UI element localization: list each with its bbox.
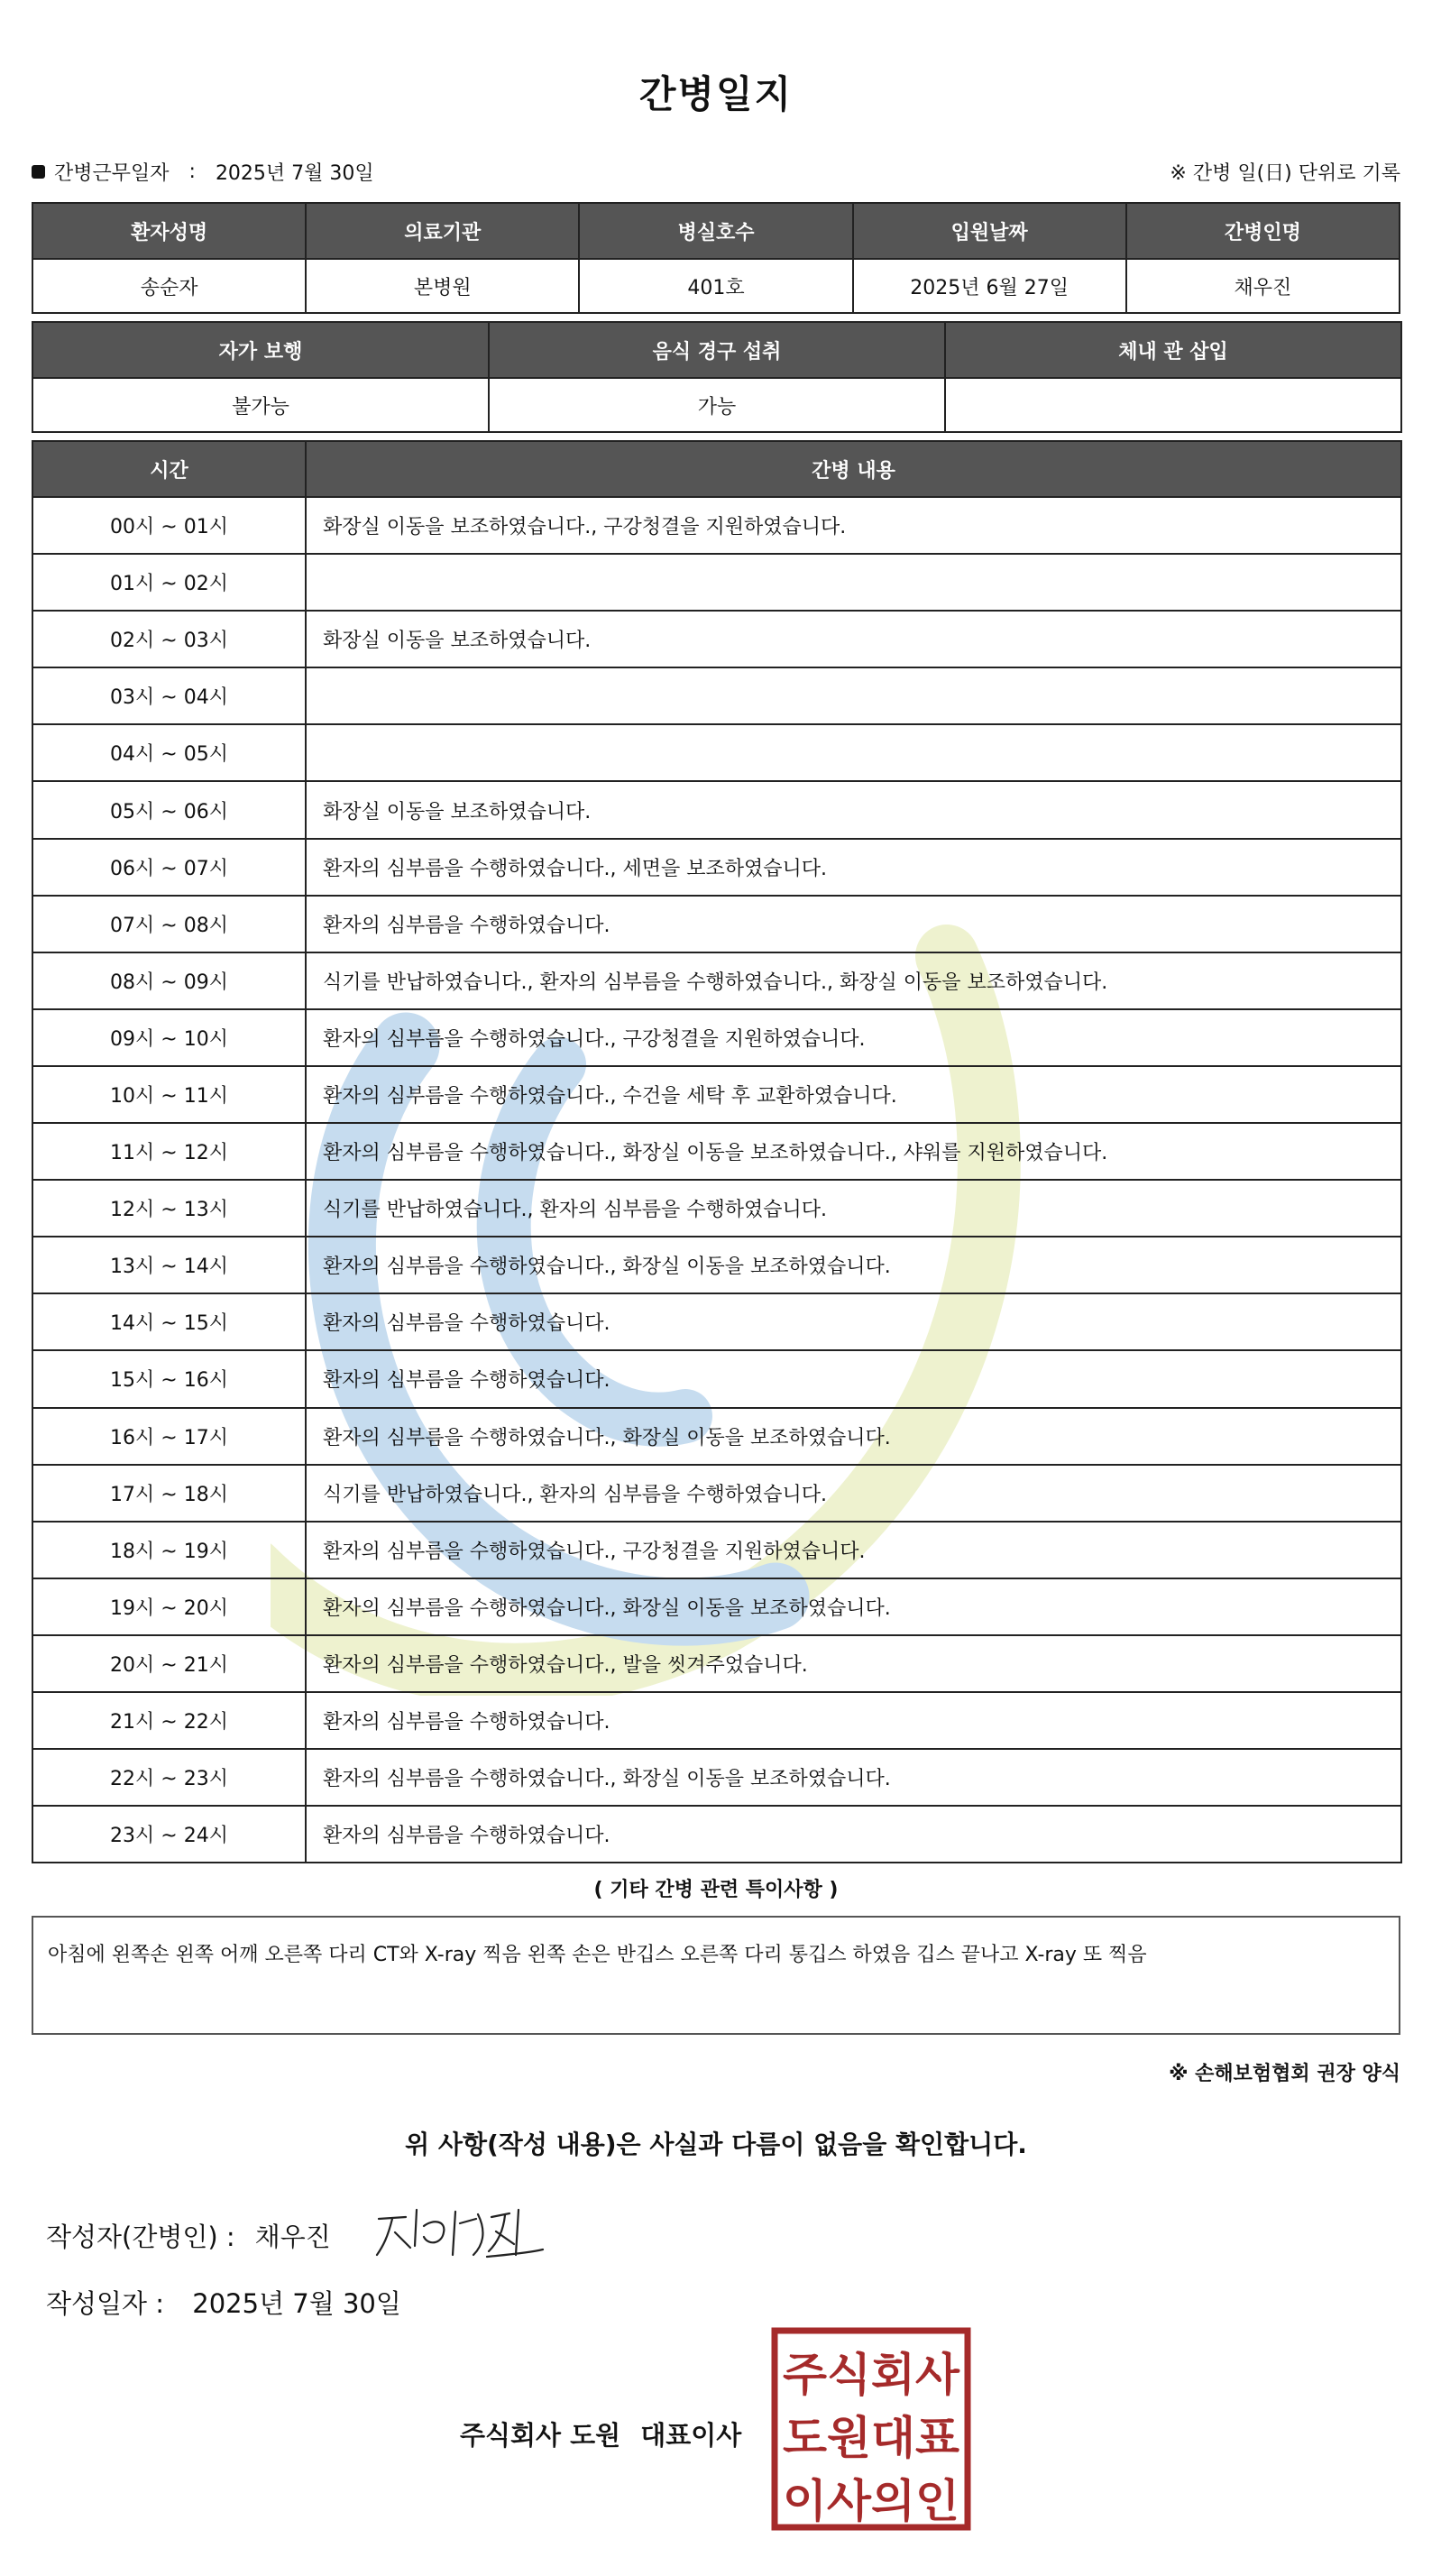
- log-time: 03시 ~ 04시: [32, 667, 306, 724]
- status-header-row: [32, 322, 1401, 378]
- recommended-form-note: ※ 손해보험협회 권장 양식: [1169, 2063, 1400, 2085]
- log-content: 환자의 심부름을 수행하였습니다., 화장실 이동을 보조하였습니다., 샤워를 지원하였습니다.: [306, 1123, 1401, 1180]
- log-content: 환자의 심부름을 수행하였습니다., 수건을 세탁 후 교환하였습니다.: [306, 1066, 1401, 1123]
- log-time: 05시 ~ 06시: [32, 781, 306, 838]
- log-time: 15시 ~ 16시: [32, 1350, 306, 1407]
- written-date-value: 2025년 7월 30일: [192, 2288, 401, 2319]
- header-tube-insertion: 체내 관 삽입: [945, 322, 1401, 378]
- log-time: 21시 ~ 22시: [32, 1692, 306, 1749]
- patient-info-table: [32, 202, 1400, 314]
- log-content: 식기를 반납하였습니다., 환자의 심부름을 수행하였습니다.: [306, 1180, 1401, 1237]
- log-content: 식기를 반납하였습니다., 환자의 심부름을 수행하였습니다., 화장실 이동을 보조하였습니다.: [306, 952, 1401, 1009]
- handwritten-signature: [370, 2192, 550, 2273]
- writer-label: 작성자(간병인) :: [46, 2222, 235, 2252]
- log-time: 01시 ~ 02시: [32, 554, 306, 611]
- work-date-section: [32, 158, 374, 186]
- walking-status: 불가능: [32, 378, 489, 432]
- log-row: [32, 1692, 1401, 1749]
- log-row: [32, 1350, 1401, 1407]
- log-content: 환자의 심부름을 수행하였습니다., 화장실 이동을 보조하였습니다.: [306, 1749, 1401, 1806]
- log-content: 환자의 심부름을 수행하였습니다.: [306, 1350, 1401, 1407]
- log-time: 11시 ~ 12시: [32, 1123, 306, 1180]
- log-row: [32, 554, 1401, 611]
- log-row: [32, 1293, 1401, 1350]
- log-content: [306, 667, 1401, 724]
- log-time: 14시 ~ 15시: [32, 1293, 306, 1350]
- room-number: 401호: [579, 259, 852, 313]
- log-row: [32, 1237, 1401, 1293]
- header-patient-name: 환자성명: [32, 203, 306, 259]
- log-time: 02시 ~ 03시: [32, 611, 306, 667]
- log-content: [306, 724, 1401, 781]
- log-row: [32, 1635, 1401, 1692]
- log-time: 07시 ~ 08시: [32, 896, 306, 952]
- written-date-line: [46, 2284, 401, 2321]
- header-care-content: 간병 내용: [306, 441, 1401, 497]
- special-notes-box: 아침에 왼쪽손 왼쪽 어깨 오른쪽 다리 CT와 X-ray 찍음 왼쪽 손은 반깁스 오른쪽 다리 통깁스 하였음 깁스 끝나고 X-ray 또 찍음: [32, 1916, 1400, 2035]
- log-content: 환자의 심부름을 수행하였습니다.: [306, 1293, 1401, 1350]
- log-content: 환자의 심부름을 수행하였습니다., 구강청결을 지원하였습니다.: [306, 1009, 1401, 1066]
- log-content: 식기를 반납하였습니다., 환자의 심부름을 수행하였습니다.: [306, 1465, 1401, 1522]
- log-time: 20시 ~ 21시: [32, 1635, 306, 1692]
- log-time: 16시 ~ 17시: [32, 1408, 306, 1465]
- log-time: 10시 ~ 11시: [32, 1066, 306, 1123]
- log-row: [32, 1066, 1401, 1123]
- header-hospital: 의료기관: [306, 203, 579, 259]
- log-row: [32, 1465, 1401, 1522]
- svg-text:이사의인: 이사의인: [783, 2475, 959, 2527]
- header-admission-date: 입원날짜: [853, 203, 1126, 259]
- log-time: 19시 ~ 20시: [32, 1578, 306, 1635]
- log-row: [32, 1578, 1401, 1635]
- log-content: 환자의 심부름을 수행하였습니다.: [306, 896, 1401, 952]
- oral-intake-status: 가능: [489, 378, 945, 432]
- log-time: 08시 ~ 09시: [32, 952, 306, 1009]
- header-room: 병실호수: [579, 203, 852, 259]
- hospital: 본병원: [306, 259, 579, 313]
- work-date-label: 간병근무일자: [54, 162, 170, 185]
- log-time: 12시 ~ 13시: [32, 1180, 306, 1237]
- log-content: 환자의 심부름을 수행하였습니다., 화장실 이동을 보조하였습니다.: [306, 1408, 1401, 1465]
- notes-title: ( 기타 간병 관련 특이사항 ): [593, 1879, 839, 1901]
- company-signature-line: [460, 2415, 741, 2452]
- log-row: [32, 952, 1401, 1009]
- log-row: [32, 1009, 1401, 1066]
- svg-text:도원대표: 도원대표: [783, 2412, 960, 2464]
- patient-name: 송순자: [32, 259, 306, 313]
- work-date-value: 2025년 7월 30일: [215, 162, 374, 185]
- written-date-label: 작성일자 :: [46, 2288, 165, 2319]
- log-time: 17시 ~ 18시: [32, 1465, 306, 1522]
- log-content: 환자의 심부름을 수행하였습니다., 구강청결을 지원하였습니다.: [306, 1522, 1401, 1578]
- log-row: [32, 1806, 1401, 1863]
- log-content: 환자의 심부름을 수행하였습니다.: [306, 1806, 1401, 1863]
- log-row: [32, 1180, 1401, 1237]
- hourly-care-log-table: [32, 440, 1402, 1863]
- log-row: [32, 781, 1401, 838]
- log-content: 환자의 심부름을 수행하였습니다., 화장실 이동을 보조하였습니다.: [306, 1237, 1401, 1293]
- company-seal-stamp: [771, 2327, 971, 2531]
- log-time: 09시 ~ 10시: [32, 1009, 306, 1066]
- log-time: 00시 ~ 01시: [32, 497, 306, 554]
- patient-status-table: [32, 321, 1402, 433]
- log-row: [32, 1522, 1401, 1578]
- log-row: [32, 1408, 1401, 1465]
- log-row: [32, 667, 1401, 724]
- log-content: 환자의 심부름을 수행하였습니다., 세면을 보조하였습니다.: [306, 839, 1401, 896]
- header-walking: 자가 보행: [32, 322, 489, 378]
- company-name: 주식회사 도원: [460, 2420, 621, 2451]
- log-content: 환자의 심부름을 수행하였습니다.: [306, 1692, 1401, 1749]
- log-row: [32, 497, 1401, 554]
- status-value-row: [32, 378, 1401, 432]
- log-row: [32, 839, 1401, 896]
- log-row: [32, 1749, 1401, 1806]
- writer-name: 채우진: [254, 2222, 331, 2252]
- log-time: 23시 ~ 24시: [32, 1806, 306, 1863]
- tube-insertion-status: [945, 378, 1401, 432]
- log-content: 화장실 이동을 보조하였습니다.: [306, 781, 1401, 838]
- admission-date: 2025년 6월 27일: [853, 259, 1126, 313]
- log-content: 화장실 이동을 보조하였습니다., 구강청결을 지원하였습니다.: [306, 497, 1401, 554]
- record-unit-note: ※ 간병 일(日) 단위로 기록: [1170, 162, 1400, 185]
- meta-row: [32, 158, 1400, 190]
- writer-line: [46, 2217, 331, 2254]
- header-time: 시간: [32, 441, 306, 497]
- bullet-icon: [32, 165, 45, 179]
- log-time: 22시 ~ 23시: [32, 1749, 306, 1806]
- log-row: [32, 611, 1401, 667]
- confirmation-statement: 위 사항(작성 내용)은 사실과 다름이 없음을 확인합니다.: [405, 2130, 1027, 2159]
- representative-title: 대표이사: [640, 2420, 742, 2451]
- header-caregiver: 간병인명: [1126, 203, 1400, 259]
- page-title: 간병일지: [638, 72, 794, 116]
- log-content: 화장실 이동을 보조하였습니다.: [306, 611, 1401, 667]
- patient-info-header-row: [32, 203, 1400, 259]
- svg-text:주식회사: 주식회사: [783, 2349, 960, 2401]
- patient-info-value-row: [32, 259, 1400, 313]
- log-row: [32, 896, 1401, 952]
- log-body: [32, 497, 1401, 1863]
- log-time: 06시 ~ 07시: [32, 839, 306, 896]
- log-time: 18시 ~ 19시: [32, 1522, 306, 1578]
- log-content: [306, 554, 1401, 611]
- log-time: 04시 ~ 05시: [32, 724, 306, 781]
- colon: :: [188, 161, 196, 183]
- log-time: 13시 ~ 14시: [32, 1237, 306, 1293]
- log-content: 환자의 심부름을 수행하였습니다., 발을 씻겨주었습니다.: [306, 1635, 1401, 1692]
- log-header-row: [32, 441, 1401, 497]
- log-content: 환자의 심부름을 수행하였습니다., 화장실 이동을 보조하였습니다.: [306, 1578, 1401, 1635]
- log-row: [32, 724, 1401, 781]
- log-row: [32, 1123, 1401, 1180]
- caregiver-name: 채우진: [1126, 259, 1400, 313]
- header-oral-intake: 음식 경구 섭취: [489, 322, 945, 378]
